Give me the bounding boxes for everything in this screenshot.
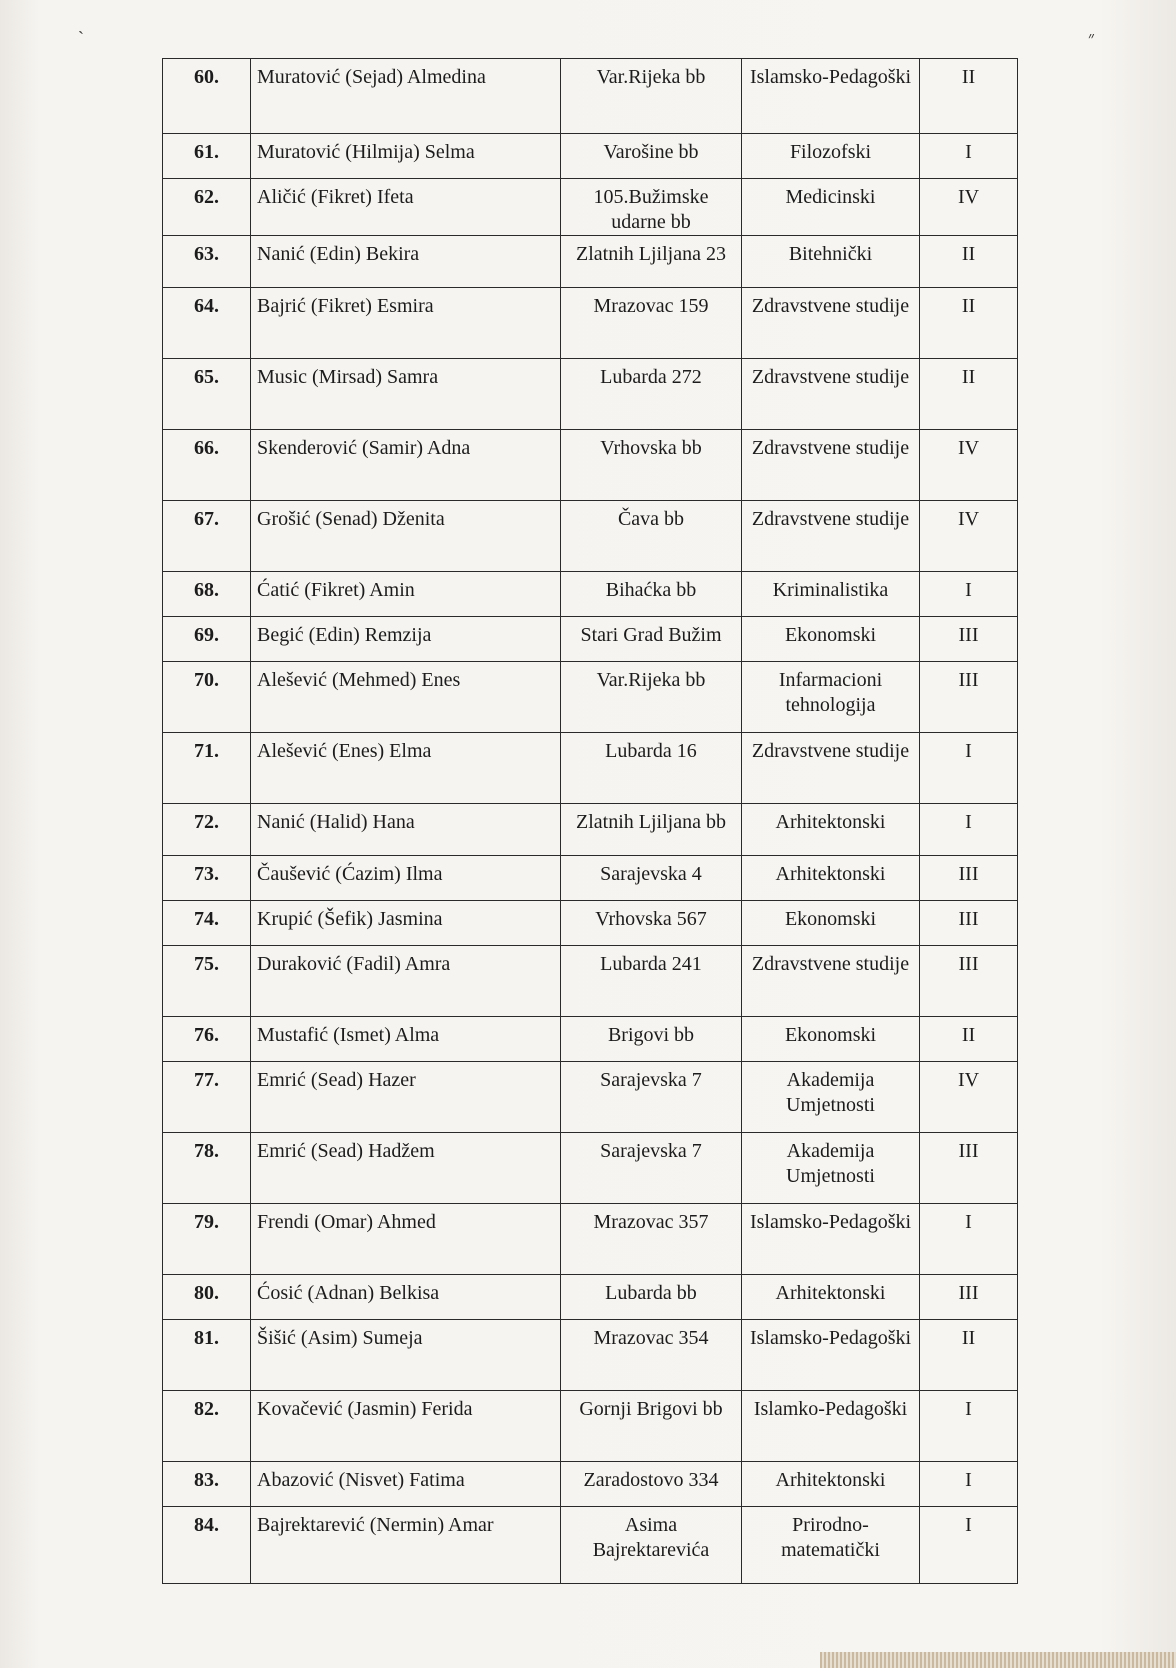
row-number: 62. xyxy=(163,179,251,236)
student-name: Alešević (Enes) Elma xyxy=(251,733,561,804)
study-year: I xyxy=(920,804,1018,856)
scan-mark: ״ xyxy=(1088,28,1095,48)
table-row xyxy=(163,236,1018,288)
table-row xyxy=(163,733,1018,804)
table-row xyxy=(163,1462,1018,1507)
student-faculty: Zdravstvene studije xyxy=(742,359,920,430)
student-address: Asima Bajrektarevića xyxy=(561,1507,742,1584)
student-address: Varošine bb xyxy=(561,134,742,179)
row-number: 78. xyxy=(163,1133,251,1204)
student-faculty: Islamsko-Pedagoški xyxy=(742,1204,920,1275)
student-address: Vrhovska bb xyxy=(561,430,742,501)
row-number: 83. xyxy=(163,1462,251,1507)
student-table-body xyxy=(163,59,1018,1584)
study-year: I xyxy=(920,1391,1018,1462)
row-number: 80. xyxy=(163,1275,251,1320)
student-address: Lubarda bb xyxy=(561,1275,742,1320)
study-year: IV xyxy=(920,501,1018,572)
row-number: 72. xyxy=(163,804,251,856)
table-row xyxy=(163,288,1018,359)
study-year: I xyxy=(920,572,1018,617)
table-row xyxy=(163,946,1018,1017)
table-row xyxy=(163,617,1018,662)
row-number: 73. xyxy=(163,856,251,901)
study-year: III xyxy=(920,1275,1018,1320)
row-number: 82. xyxy=(163,1391,251,1462)
study-year: III xyxy=(920,946,1018,1017)
student-faculty: Akademija Umjetnosti xyxy=(742,1062,920,1133)
row-number: 71. xyxy=(163,733,251,804)
student-name: Mustafić (Ismet) Alma xyxy=(251,1017,561,1062)
student-address: Lubarda 16 xyxy=(561,733,742,804)
table-row xyxy=(163,1133,1018,1204)
page-edge-strip xyxy=(820,1652,1176,1668)
student-faculty: Zdravstvene studije xyxy=(742,733,920,804)
student-name: Skenderović (Samir) Adna xyxy=(251,430,561,501)
student-name: Nanić (Halid) Hana xyxy=(251,804,561,856)
table-row xyxy=(163,572,1018,617)
row-number: 64. xyxy=(163,288,251,359)
student-address: Mrazovac 357 xyxy=(561,1204,742,1275)
student-address: Var.Rijeka bb xyxy=(561,662,742,733)
study-year: I xyxy=(920,1462,1018,1507)
student-address: Mrazovac 354 xyxy=(561,1320,742,1391)
row-number: 75. xyxy=(163,946,251,1017)
student-name: Krupić (Šefik) Jasmina xyxy=(251,901,561,946)
student-faculty: Zdravstvene studije xyxy=(742,946,920,1017)
table-row xyxy=(163,1320,1018,1391)
table-row xyxy=(163,1062,1018,1133)
study-year: III xyxy=(920,1133,1018,1204)
row-number: 63. xyxy=(163,236,251,288)
row-number: 81. xyxy=(163,1320,251,1391)
table-row xyxy=(163,1391,1018,1462)
study-year: II xyxy=(920,1017,1018,1062)
student-address: Zaradostovo 334 xyxy=(561,1462,742,1507)
student-faculty: Filozofski xyxy=(742,134,920,179)
student-faculty: Ekonomski xyxy=(742,617,920,662)
student-name: Ćosić (Adnan) Belkisa xyxy=(251,1275,561,1320)
student-faculty: Arhitektonski xyxy=(742,804,920,856)
table-row xyxy=(163,1204,1018,1275)
study-year: III xyxy=(920,901,1018,946)
student-address: Sarajevska 7 xyxy=(561,1133,742,1204)
row-number: 74. xyxy=(163,901,251,946)
student-faculty: Arhitektonski xyxy=(742,856,920,901)
student-name: Aličić (Fikret) Ifeta xyxy=(251,179,561,236)
student-faculty: Bitehnički xyxy=(742,236,920,288)
study-year: II xyxy=(920,236,1018,288)
student-faculty: Islamsko-Pedagoški xyxy=(742,59,920,134)
study-year: III xyxy=(920,856,1018,901)
table-row xyxy=(163,856,1018,901)
study-year: I xyxy=(920,1204,1018,1275)
student-name: Abazović (Nisvet) Fatima xyxy=(251,1462,561,1507)
student-name: Begić (Edin) Remzija xyxy=(251,617,561,662)
scan-mark: ˎ xyxy=(78,14,84,34)
student-address: Vrhovska 567 xyxy=(561,901,742,946)
table-row xyxy=(163,179,1018,236)
student-name: Music (Mirsad) Samra xyxy=(251,359,561,430)
row-number: 69. xyxy=(163,617,251,662)
student-faculty: Zdravstvene studije xyxy=(742,430,920,501)
study-year: I xyxy=(920,134,1018,179)
row-number: 65. xyxy=(163,359,251,430)
row-number: 67. xyxy=(163,501,251,572)
table-row xyxy=(163,662,1018,733)
table-row xyxy=(163,501,1018,572)
student-faculty: Arhitektonski xyxy=(742,1275,920,1320)
row-number: 66. xyxy=(163,430,251,501)
student-faculty: Kriminalistika xyxy=(742,572,920,617)
row-number: 79. xyxy=(163,1204,251,1275)
student-name: Emrić (Sead) Hadžem xyxy=(251,1133,561,1204)
student-faculty: Ekonomski xyxy=(742,901,920,946)
student-address: Brigovi bb xyxy=(561,1017,742,1062)
study-year: IV xyxy=(920,430,1018,501)
table-row xyxy=(163,430,1018,501)
student-address: Stari Grad Bužim xyxy=(561,617,742,662)
student-address: Lubarda 241 xyxy=(561,946,742,1017)
table-row xyxy=(163,359,1018,430)
student-name: Grošić (Senad) Dženita xyxy=(251,501,561,572)
student-name: Ćatić (Fikret) Amin xyxy=(251,572,561,617)
student-name: Bajrić (Fikret) Esmira xyxy=(251,288,561,359)
table-row xyxy=(163,134,1018,179)
student-faculty: Medicinski xyxy=(742,179,920,236)
table-row xyxy=(163,804,1018,856)
study-year: I xyxy=(920,1507,1018,1584)
study-year: II xyxy=(920,1320,1018,1391)
student-name: Bajrektarević (Nermin) Amar xyxy=(251,1507,561,1584)
study-year: I xyxy=(920,733,1018,804)
student-name: Duraković (Fadil) Amra xyxy=(251,946,561,1017)
student-name: Kovačević (Jasmin) Ferida xyxy=(251,1391,561,1462)
student-address: Čava bb xyxy=(561,501,742,572)
student-faculty: Zdravstvene studije xyxy=(742,288,920,359)
student-name: Frendi (Omar) Ahmed xyxy=(251,1204,561,1275)
student-address: Lubarda 272 xyxy=(561,359,742,430)
student-name: Nanić (Edin) Bekira xyxy=(251,236,561,288)
row-number: 70. xyxy=(163,662,251,733)
student-address: Var.Rijeka bb xyxy=(561,59,742,134)
row-number: 77. xyxy=(163,1062,251,1133)
student-faculty: Arhitektonski xyxy=(742,1462,920,1507)
student-name: Emrić (Sead) Hazer xyxy=(251,1062,561,1133)
student-faculty: Prirodno-matematički xyxy=(742,1507,920,1584)
study-year: II xyxy=(920,59,1018,134)
table-row xyxy=(163,1275,1018,1320)
student-faculty: Ekonomski xyxy=(742,1017,920,1062)
table-row xyxy=(163,1507,1018,1584)
study-year: II xyxy=(920,288,1018,359)
student-faculty: Zdravstvene studije xyxy=(742,501,920,572)
study-year: IV xyxy=(920,179,1018,236)
student-name: Čaušević (Ćazim) Ilma xyxy=(251,856,561,901)
student-address: Sarajevska 4 xyxy=(561,856,742,901)
student-faculty: Islamko-Pedagoški xyxy=(742,1391,920,1462)
row-number: 76. xyxy=(163,1017,251,1062)
study-year: III xyxy=(920,662,1018,733)
table-row xyxy=(163,1017,1018,1062)
student-name: Muratović (Hilmija) Selma xyxy=(251,134,561,179)
student-address: Mrazovac 159 xyxy=(561,288,742,359)
student-name: Muratović (Sejad) Almedina xyxy=(251,59,561,134)
student-name: Alešević (Mehmed) Enes xyxy=(251,662,561,733)
row-number: 61. xyxy=(163,134,251,179)
study-year: III xyxy=(920,617,1018,662)
study-year: IV xyxy=(920,1062,1018,1133)
student-faculty: Akademija Umjetnosti xyxy=(742,1133,920,1204)
student-address: Gornji Brigovi bb xyxy=(561,1391,742,1462)
student-table xyxy=(162,58,1018,1584)
row-number: 68. xyxy=(163,572,251,617)
row-number: 60. xyxy=(163,59,251,134)
study-year: II xyxy=(920,359,1018,430)
student-address: Bihaćka bb xyxy=(561,572,742,617)
row-number: 84. xyxy=(163,1507,251,1584)
student-address: Zlatnih Ljiljana 23 xyxy=(561,236,742,288)
table-row xyxy=(163,59,1018,134)
student-address: Sarajevska 7 xyxy=(561,1062,742,1133)
student-address: 105.Bužimske udarne bb xyxy=(561,179,742,236)
student-faculty: Islamsko-Pedagoški xyxy=(742,1320,920,1391)
student-address: Zlatnih Ljiljana bb xyxy=(561,804,742,856)
student-name: Šišić (Asim) Sumeja xyxy=(251,1320,561,1391)
table-row xyxy=(163,901,1018,946)
student-faculty: Infarmacioni tehnologija xyxy=(742,662,920,733)
